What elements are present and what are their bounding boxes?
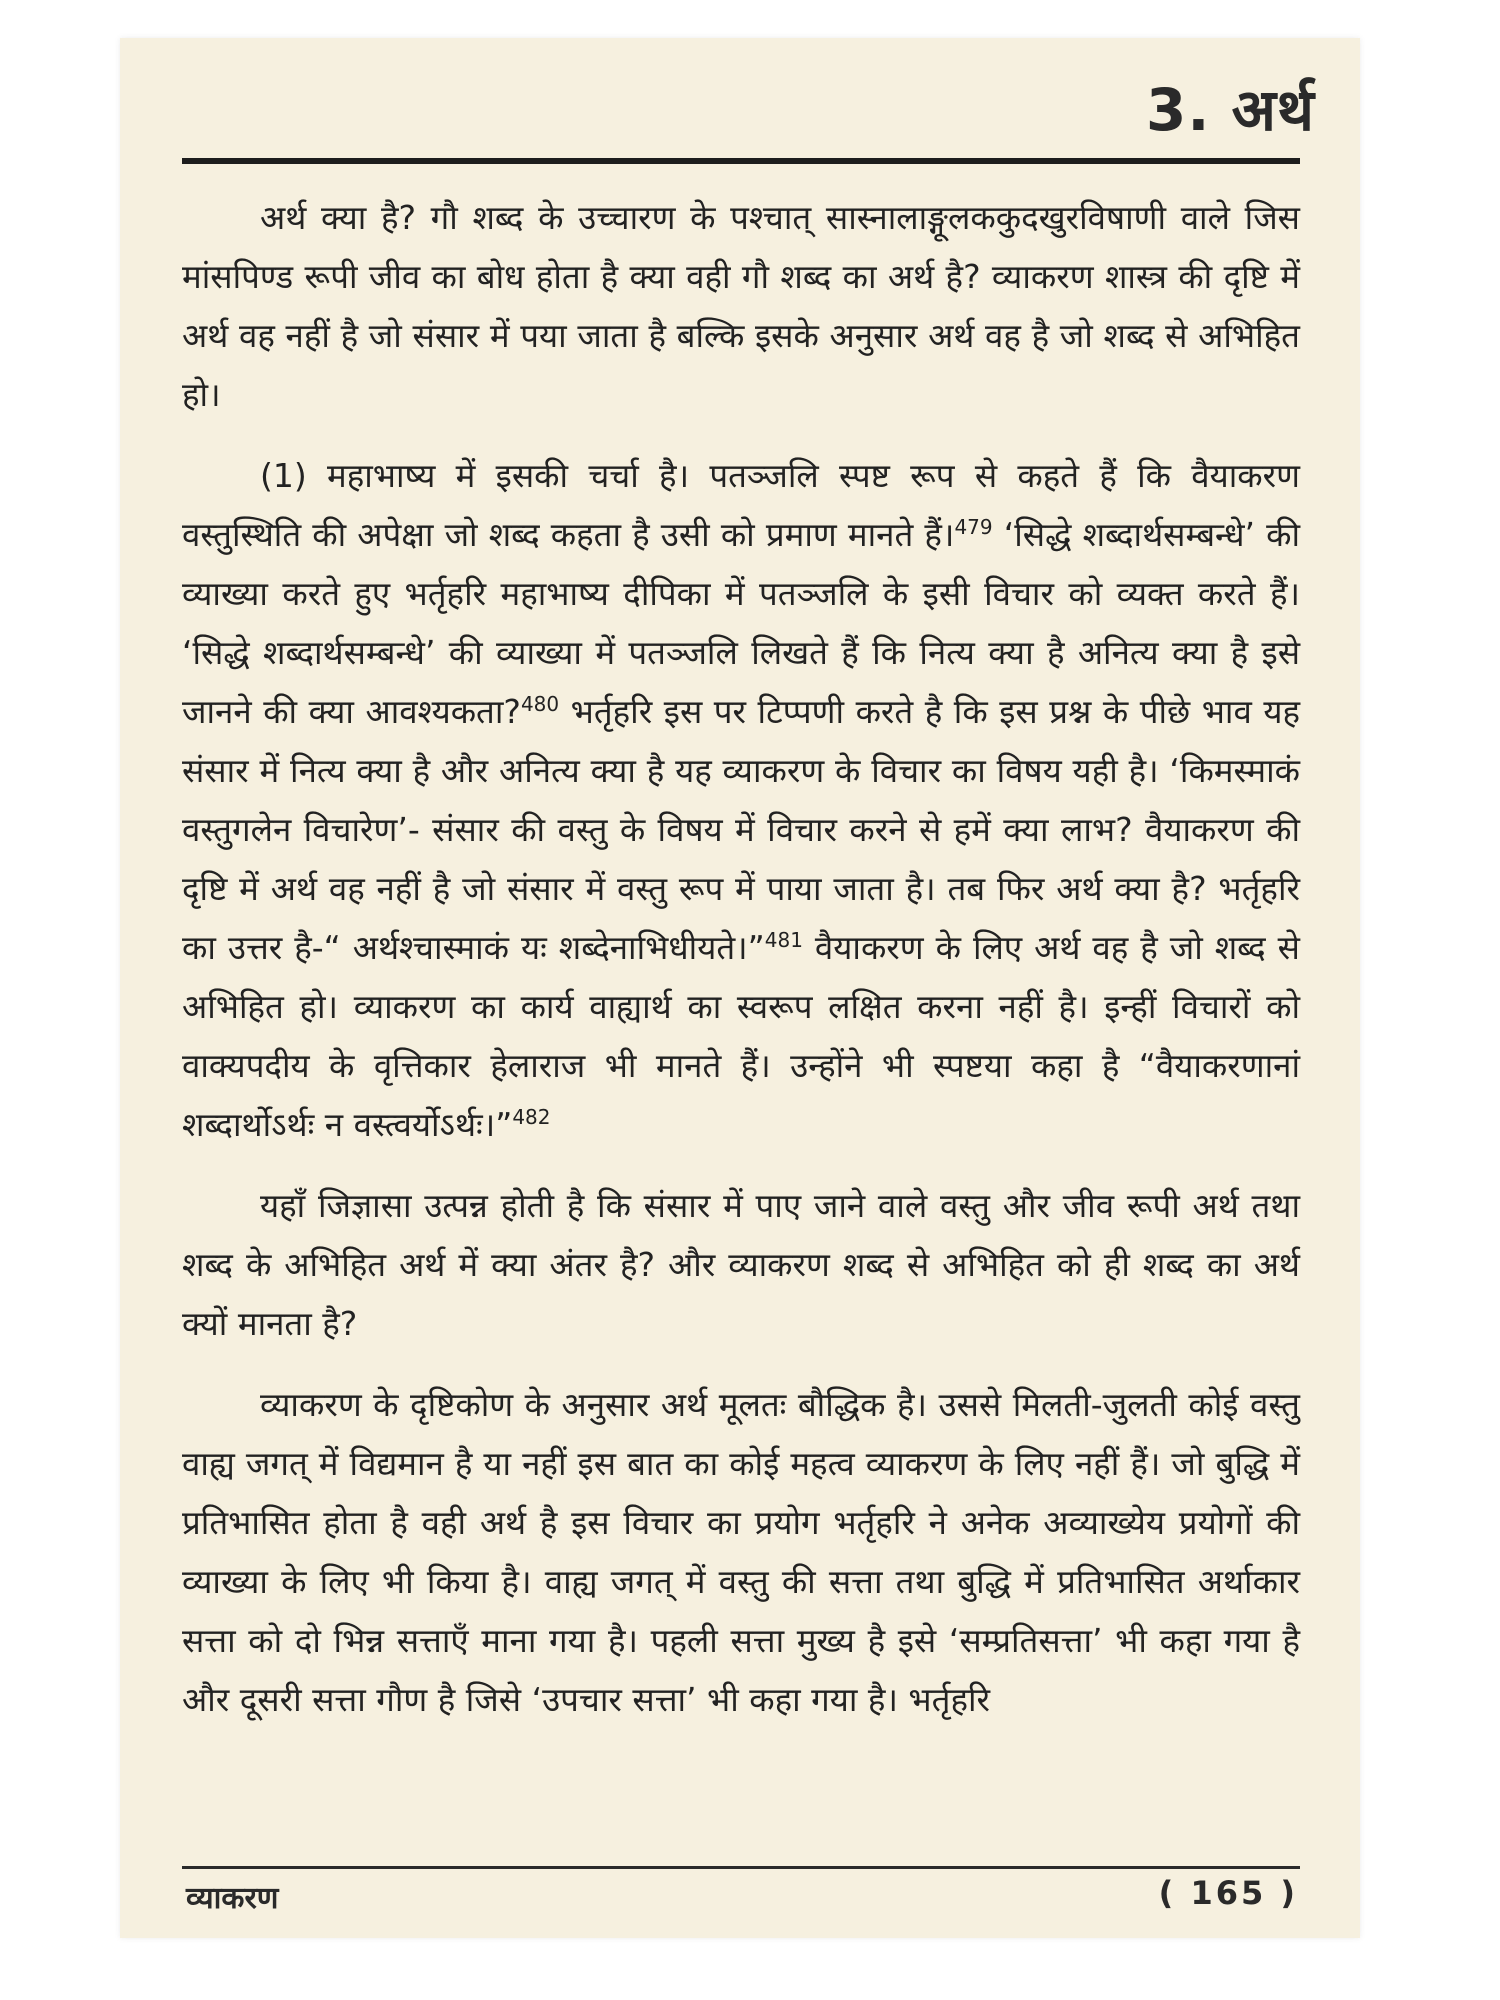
page-body [182, 188, 1300, 1751]
paragraph-2-text-4: वैयाकरण के लिए अर्थ वह है जो शब्द से अभिहित हो। व्याकरण का कार्य वाह्यार्थ का स्वरूप लक्षित करना नहीं है। इन्हीं विचारों को वाक्यपदीय के वृत्तिकार हेलाराज भी मानते हैं। उन्होंने भी स्पष्टया कहा है “वैयाकरणानां शब्दार्थोऽर्थः न वस्त्वर्योऽर्थः।” [182, 928, 1300, 1144]
footer-rule [182, 1866, 1300, 1869]
book-page [120, 38, 1360, 1938]
paragraph-1: अर्थ क्या है? गौ शब्द के उच्चारण के पश्चात् सास्नालाङ्गूलककुदखुरविषाणी वाले जिस मांसपिण्ड रूपी जीव का बोध होता है क्या वही गौ शब्द का अर्थ है? व्याकरण शास्त्र की दृष्टि में अर्थ वह नहीं है जो संसार में पया जाता है बल्कि इसके अनुसार अर्थ वह है जो शब्द से अभिहित हो। [182, 198, 1300, 414]
footnote-ref-482: 482 [512, 1105, 551, 1129]
paragraph-3: यहाँ जिज्ञासा उत्पन्न होती है कि संसार में पाए जाने वाले वस्तु और जीव रूपी अर्थ तथा शब्द के अभिहित अर्थ में क्या अंतर है? और व्याकरण शब्द से अभिहित को ही शब्द का अर्थ क्यों मानता है? [182, 1186, 1300, 1343]
footnote-ref-479: 479 [954, 515, 993, 539]
footnote-ref-481: 481 [764, 928, 803, 952]
paragraph-2 [182, 446, 1300, 1154]
paragraph-4: व्याकरण के दृष्टिकोण के अनुसार अर्थ मूलतः बौद्धिक है। उससे मिलती-जुलती कोई वस्तु वाह्य जगत् में विद्यमान है या नहीं इस बात का कोई महत्व व्याकरण के लिए नहीं हैं। जो बुद्धि में प्रतिभासित होता है वही अर्थ है इस विचार का प्रयोग भर्तृहरि ने अनेक अव्याख्येय प्रयोगों की व्याख्या के लिए भी किया है। वाह्य जगत् में वस्तु की सत्ता तथा बुद्धि में प्रतिभासित अर्थाकार सत्ता को दो भिन्न सत्ताएँ माना गया है। पहली सत्ता मुख्य है इसे ‘सम्प्रतिसत्ता’ भी कहा गया है और दूसरी सत्ता गौण है जिसे ‘उपचार सत्ता’ भी कहा गया है। भर्तृहरि [182, 1385, 1300, 1719]
chapter-title: 3. अर्थ [1146, 76, 1315, 144]
paragraph-2-text-3: भर्तृहरि इस पर टिप्पणी करते है कि इस प्रश्न के पीछे भाव यह संसार में नित्य क्या है और अनित्य क्या है यह व्याकरण के विचार का विषय यही है। ‘किमस्माकं वस्तुगलेन विचारेण’- संसार की वस्तु के विषय में विचार करने से हमें क्या लाभ? वैयाकरण की दृष्टि में अर्थ वह नहीं है जो संसार में वस्तु रूप में पाया जाता है। तब फिर अर्थ क्या है? भर्तृहरि का उत्तर है-“ अर्थश्चास्माकं यः शब्देनाभिधीयते।” [182, 692, 1300, 967]
paragraph-2-text-2: ‘सिद्धे शब्दार्थसम्बन्धे’ की व्याख्या करते हुए भर्तृहरि महाभाष्य दीपिका में पतञ्जलि के इसी विचार को व्यक्त करते हैं। ‘सिद्धे शब्दार्थसम्बन्धे’ की व्याख्या में पतञ्जलि लिखते हैं कि नित्य क्या है अनित्य क्या है इसे जानने की क्या आवश्यकता? [182, 515, 1300, 731]
title-rule [182, 158, 1300, 164]
paragraph-2-text-1: (1) महाभाष्य में इसकी चर्चा है। पतञ्जलि स्पष्ट रूप से कहते हैं कि वैयाकरण वस्तुस्थिति की अपेक्षा जो शब्द कहता है उसी को प्रमाण मानते हैं। [182, 456, 1300, 554]
page-number: ( 165 ) [1158, 1874, 1298, 1912]
footer-book-title: व्याकरण [186, 1881, 279, 1916]
footnote-ref-480: 480 [520, 692, 560, 716]
